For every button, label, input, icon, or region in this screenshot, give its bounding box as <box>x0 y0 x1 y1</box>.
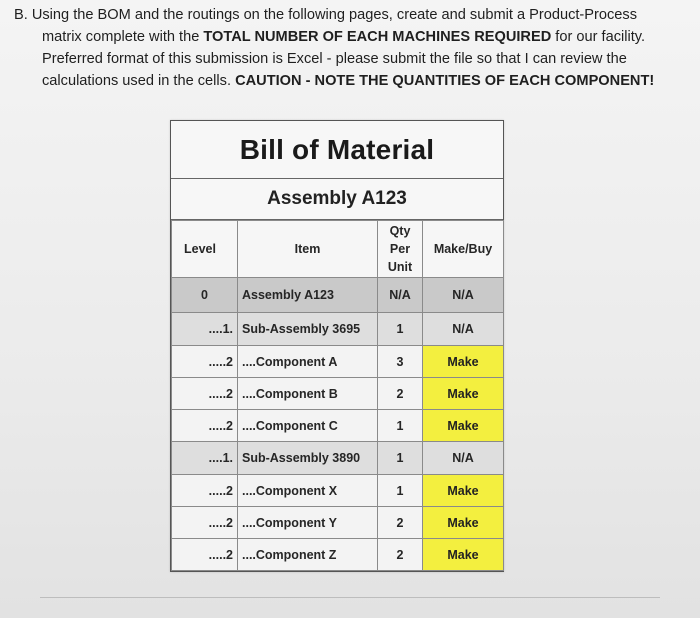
row-qty: 2 <box>378 378 423 410</box>
table-row <box>172 410 504 442</box>
row-qty: N/A <box>378 278 423 313</box>
row-level: .....2 <box>172 507 238 539</box>
table-row <box>172 475 504 507</box>
header-item: Item <box>238 221 378 278</box>
instructions-line-2-bold: TOTAL NUMBER OF EACH MACHINES REQUIRED <box>203 29 552 45</box>
row-make-buy: Make <box>423 539 504 571</box>
table-row <box>172 507 504 539</box>
row-make-buy: N/A <box>423 442 504 475</box>
row-qty: 1 <box>378 442 423 475</box>
bill-of-material <box>170 120 504 572</box>
row-level: .....2 <box>172 410 238 442</box>
instructions-line-2-post: for our facility. <box>551 29 646 45</box>
table-row <box>172 313 504 346</box>
row-level: ....1. <box>172 313 238 346</box>
row-item: ....Component B <box>238 378 378 410</box>
instructions-line-1: B. Using the BOM and the routings on the following pages, create and submit a Product-Process <box>14 7 638 23</box>
header-qty-line-1: Qty <box>389 224 411 238</box>
instructions-line-2 <box>14 26 694 48</box>
row-make-buy: Make <box>423 475 504 507</box>
instructions-line-4-bold: CAUTION - NOTE THE QUANTITIES OF EACH COMPONENT! <box>235 73 655 89</box>
row-item: ....Component C <box>238 410 378 442</box>
bom-title: Bill of Material <box>171 121 503 179</box>
instructions-line-4 <box>14 70 694 92</box>
row-item: Assembly A123 <box>238 278 378 313</box>
table-row <box>172 442 504 475</box>
row-item: Sub-Assembly 3695 <box>238 313 378 346</box>
table-row <box>172 346 504 378</box>
page-divider <box>40 597 660 598</box>
row-level: .....2 <box>172 378 238 410</box>
row-level: 0 <box>172 278 238 313</box>
row-qty: 1 <box>378 475 423 507</box>
row-item: Sub-Assembly 3890 <box>238 442 378 475</box>
row-make-buy: Make <box>423 410 504 442</box>
header-level: Level <box>172 221 238 278</box>
bom-subtitle: Assembly A123 <box>171 179 503 220</box>
instructions-line-2-pre: matrix complete with the <box>42 29 204 45</box>
row-make-buy: Make <box>423 346 504 378</box>
row-make-buy: N/A <box>423 313 504 346</box>
row-item: ....Component Z <box>238 539 378 571</box>
row-level: .....2 <box>172 539 238 571</box>
row-level: .....2 <box>172 346 238 378</box>
row-item: ....Component Y <box>238 507 378 539</box>
row-level: .....2 <box>172 475 238 507</box>
row-level: ....1. <box>172 442 238 475</box>
bom-table <box>171 220 504 571</box>
row-qty: 2 <box>378 539 423 571</box>
table-row <box>172 378 504 410</box>
table-row <box>172 278 504 313</box>
header-qty <box>378 221 423 278</box>
header-qty-line-2: Per <box>389 242 411 256</box>
instructions-text <box>14 4 694 92</box>
table-row <box>172 539 504 571</box>
row-qty: 3 <box>378 346 423 378</box>
instructions-line-4-pre: calculations used in the cells. <box>42 73 236 89</box>
row-qty: 1 <box>378 313 423 346</box>
row-qty: 2 <box>378 507 423 539</box>
row-make-buy: Make <box>423 378 504 410</box>
row-qty: 1 <box>378 410 423 442</box>
instructions-line-3: Preferred format of this submission is Excel - please submit the file so that I can review the <box>42 51 627 67</box>
row-make-buy: N/A <box>423 278 504 313</box>
row-make-buy: Make <box>423 507 504 539</box>
header-make-buy: Make/Buy <box>423 221 504 278</box>
row-item: ....Component X <box>238 475 378 507</box>
header-qty-line-3: Unit <box>387 260 413 274</box>
bom-header-row <box>172 221 504 278</box>
row-item: ....Component A <box>238 346 378 378</box>
